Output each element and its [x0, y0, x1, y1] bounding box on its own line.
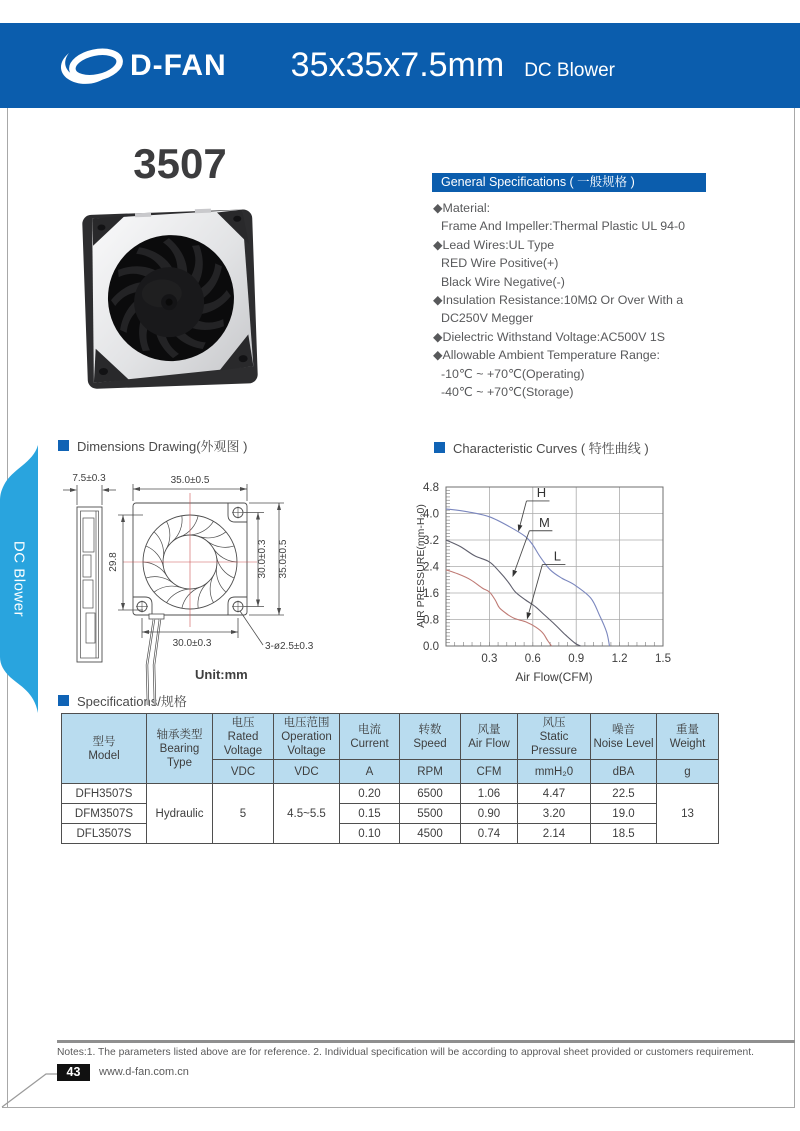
col-header-rated-voltage [213, 714, 274, 760]
product-type-title: DC Blower [524, 60, 616, 81]
general-specs-list [433, 199, 763, 401]
col-header-zh: 电流 [358, 723, 381, 736]
spec-line: ◆Insulation Resistance:10MΩ Or Over With a [433, 293, 684, 308]
spec-line: -40℃ ~ +70℃(Storage) [441, 385, 574, 400]
col-header-zh: 电压范围 [283, 716, 330, 729]
speed-cell: 4500 [400, 824, 461, 844]
model-cell: DFL3507S [62, 824, 147, 844]
dim-impeller-height-label: 29.8 [108, 552, 119, 572]
spec-line: -10℃ ~ +70℃(Operating) [441, 366, 585, 381]
footer-corner-decoration [0, 1060, 60, 1112]
pressure-cell: 4.47 [518, 784, 591, 804]
lead-wires [147, 614, 164, 705]
y-axis-title: AIR PRESSURE(mm-H₂0) [415, 504, 427, 628]
dim-top-width-label: 35.0±0.5 [170, 475, 210, 486]
dim-right-height-label: 35.0±0.5 [278, 539, 289, 579]
svg-text:0.0: 0.0 [423, 641, 439, 653]
col-header-en: Weight [669, 737, 706, 750]
footer-notes: Notes:1. The parameters listed above are for reference. 2. Individual specification will be according to approval sheet provided or customers requirement. [57, 1047, 754, 1058]
noise-cell: 19.0 [591, 804, 657, 824]
brand-name: D-FAN [130, 48, 227, 82]
unit-cell: RPM [400, 760, 461, 784]
noise-cell: 22.5 [591, 784, 657, 804]
plot-area [423, 482, 671, 665]
svg-text:0.3: 0.3 [481, 653, 498, 665]
holes-leader-line [240, 611, 263, 645]
col-header-en: Air Flow [468, 737, 510, 750]
footer-rule [57, 1040, 795, 1043]
svg-text:1.5: 1.5 [655, 653, 671, 665]
svg-text:1.6: 1.6 [423, 588, 439, 600]
page-number-badge: 43 [57, 1064, 90, 1081]
curve-L [446, 570, 552, 646]
col-header-en: Bearing Type [159, 742, 200, 769]
section-bullet-icon [58, 440, 69, 451]
brand-logo [56, 43, 227, 89]
side-tab-label: DC Blower [10, 540, 28, 618]
speed-cell: 6500 [400, 784, 461, 804]
pressure-cell: 3.20 [518, 804, 591, 824]
unit-cell: mmH₂0 [518, 760, 591, 784]
col-header-zh: 轴承类型 [156, 728, 203, 741]
side-view [77, 507, 102, 662]
col-header-weight [657, 714, 719, 760]
model-cell: DFM3507S [62, 804, 147, 824]
x-axis-title: Air Flow(CFM) [515, 670, 593, 684]
svg-text:0.9: 0.9 [568, 653, 585, 665]
col-header-model [62, 714, 147, 784]
page-border-right [794, 108, 795, 1107]
holes-label: 3-ø2.5±0.3 [265, 641, 314, 652]
specifications-table [61, 713, 719, 844]
section-dimensions-header [58, 436, 247, 455]
airflow-cell: 0.74 [461, 824, 518, 844]
col-header-zh: 噪音 [612, 723, 635, 736]
spec-line: ◆Lead Wires:UL Type [433, 237, 555, 252]
pressure-cell: 2.14 [518, 824, 591, 844]
col-header-en: Static Pressure [530, 730, 578, 757]
col-header-en: Model [88, 749, 120, 762]
section-specifications-title: Specifications/规格 [77, 694, 187, 709]
table-row [62, 784, 719, 804]
col-header-noise [591, 714, 657, 760]
spec-line: Frame And Impeller:Thermal Plastic UL 94-0 [441, 219, 686, 234]
current-cell: 0.10 [340, 824, 400, 844]
dim-thickness [63, 485, 116, 505]
col-header-en: Current [350, 737, 389, 750]
svg-text:1.2: 1.2 [611, 653, 628, 665]
rated-voltage-cell: 5 [213, 784, 274, 844]
header-bar [0, 23, 800, 108]
model-cell: DFH3507S [62, 784, 147, 804]
col-header-en: Speed [413, 737, 447, 750]
curve-label-L: L [553, 548, 562, 564]
col-header-static-pressure [518, 714, 591, 760]
spec-line: RED Wire Positive(+) [441, 256, 559, 271]
dim-hole-pitch-h-label: 30.0±0.3 [172, 638, 212, 649]
col-header-zh: 风压 [542, 716, 566, 729]
dim-impeller-height [118, 515, 143, 610]
curve-label-H: H [536, 484, 547, 500]
side-tab-dc-blower [0, 445, 38, 713]
col-header-en: Noise Level [593, 737, 654, 750]
website-text: www.d-fan.com.cn [99, 1066, 189, 1078]
col-header-current [340, 714, 400, 760]
svg-text:2.4: 2.4 [423, 561, 439, 574]
col-header-speed [400, 714, 461, 760]
speed-cell: 5500 [400, 804, 461, 824]
svg-text:0.8: 0.8 [423, 614, 439, 627]
product-size-title: 35x35x7.5mm [290, 46, 505, 84]
unit-cell: dBA [591, 760, 657, 784]
airflow-cell: 0.90 [461, 804, 518, 824]
brand-logo-icon [56, 43, 124, 89]
weight-cell: 13 [657, 784, 719, 844]
characteristic-curves-chart [412, 455, 712, 700]
unit-cell: VDC [213, 760, 274, 784]
svg-text:4.0: 4.0 [423, 508, 439, 521]
col-header-en: Rated Voltage [223, 730, 263, 757]
col-header-zh: 重量 [676, 723, 699, 736]
dim-hole-pitch-v-label: 30.0±0.3 [257, 539, 268, 579]
unit-cell: CFM [461, 760, 518, 784]
noise-cell: 18.5 [591, 824, 657, 844]
section-curves-title: Characteristic Curves ( 特性曲线 ) [453, 441, 649, 456]
airflow-cell: 1.06 [461, 784, 518, 804]
operation-voltage-cell: 4.5~5.5 [274, 784, 340, 844]
spec-line: ◆Allowable Ambient Temperature Range: [433, 348, 660, 363]
col-header-zh: 型号 [92, 735, 116, 748]
col-header-zh: 转数 [418, 723, 442, 736]
svg-text:0.6: 0.6 [524, 653, 541, 665]
col-header-zh: 电压 [231, 716, 255, 729]
dim-thickness-label: 7.5±0.3 [72, 473, 106, 484]
curve-H [446, 509, 610, 646]
col-header-zh: 风量 [477, 723, 501, 736]
unit-label: Unit:mm [195, 667, 248, 682]
section-dimensions-title: Dimensions Drawing(外观图 ) [77, 439, 248, 454]
page-border-bottom [2, 1107, 795, 1108]
unit-cell: A [340, 760, 400, 784]
col-header-airflow [461, 714, 518, 760]
current-cell: 0.20 [340, 784, 400, 804]
col-header-bearing [147, 714, 213, 784]
col-header-operation-voltage [274, 714, 340, 760]
current-cell: 0.15 [340, 804, 400, 824]
spec-line: ◆Dielectric Withstand Voltage:AC500V 1S [433, 329, 665, 344]
section-bullet-icon [434, 442, 445, 453]
blower-fan-image [82, 207, 258, 389]
col-header-en: Operation Voltage [281, 730, 332, 757]
spec-line: Black Wire Negative(-) [441, 274, 565, 289]
model-number: 3507 [133, 140, 227, 187]
dimensions-drawing [50, 455, 410, 710]
spec-line: ◆Material: [433, 201, 491, 215]
bearing-cell: Hydraulic [147, 784, 213, 844]
spec-line: DC250V Megger [441, 311, 534, 326]
product-photo [80, 203, 268, 395]
unit-cell: VDC [274, 760, 340, 784]
curve-label-M: M [538, 514, 550, 530]
page-title [291, 46, 615, 85]
general-specs-title-bar: General Specifications ( 一般规格 ) [432, 173, 706, 192]
svg-text:4.8: 4.8 [423, 482, 439, 494]
svg-text:3.2: 3.2 [423, 535, 439, 547]
unit-cell: g [657, 760, 719, 784]
